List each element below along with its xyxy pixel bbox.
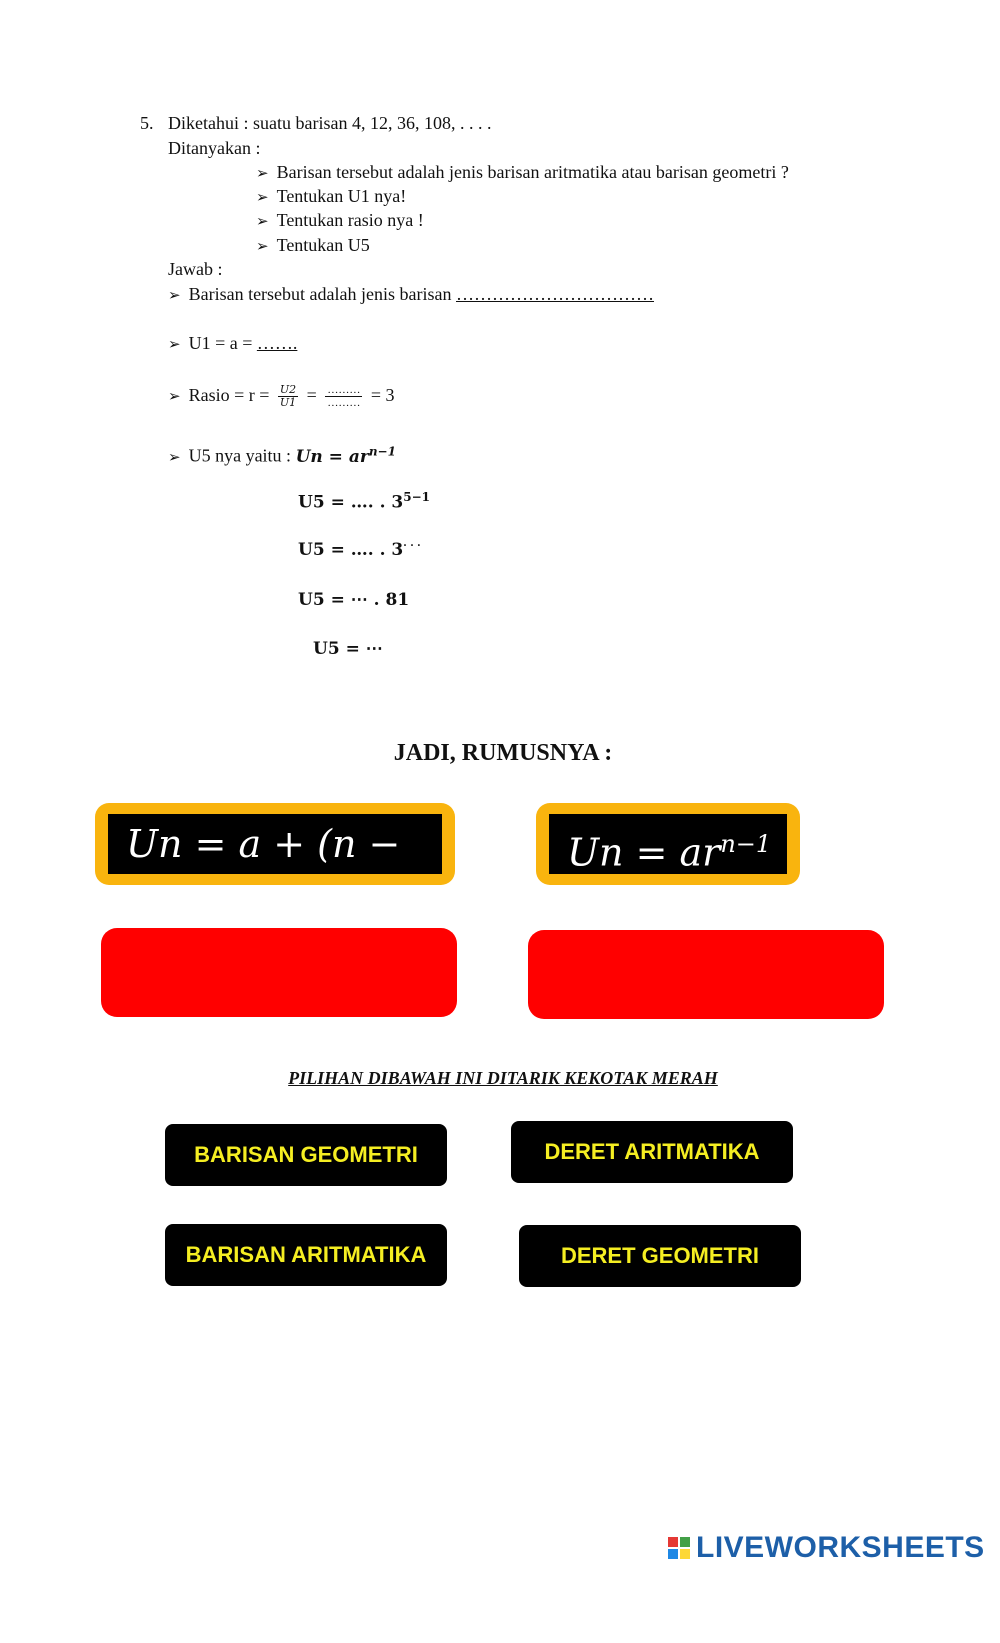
u5-step-3: U5 = ⋯ . 81 (298, 590, 410, 610)
liveworksheets-logo-icon (668, 1537, 690, 1559)
answer-type-blank[interactable]: …………………………… (456, 284, 654, 304)
answer-ratio-line: ➢ Rasio = r = $\frac{U2}{U1}$ = $\frac{\dots\dots\dots}{\dots\dots\dots}$ = 3 (168, 383, 395, 410)
formula-geometric: $Un = ar^{n-1}$ (549, 814, 787, 874)
answer-type-line: ➢ Barisan tersebut adalah jenis barisan …………………………… (168, 284, 654, 304)
asked-item-2: ➢ Tentukan U1 nya! (256, 186, 407, 206)
answer-u5-line: ➢ U5 nya yaitu : $Un = ar^{n-1}$ (168, 444, 396, 467)
arrow-bullet-icon: ➢ (256, 188, 269, 206)
formula-arithmetic: Un = a + (n − 1)b (108, 814, 442, 874)
formula-card-arithmetic (95, 803, 455, 926)
arrow-bullet-icon: ➢ (168, 335, 181, 353)
question-asked-label: Ditanyakan : (168, 138, 261, 158)
instruction-text: PILIHAN DIBAWAH INI DITARIK KEKOTAK MERAH (288, 1068, 718, 1088)
liveworksheets-logo (668, 1528, 985, 1568)
conclusion-title: JADI, RUMUSNYA : (393, 740, 613, 766)
question-given: Diketahui : suatu barisan 4, 12, 36, 108, . . . . (168, 113, 492, 133)
u5-step-2: U5 = …. . 3· · · (298, 540, 421, 560)
u5-step-4: U5 = ⋯ (313, 639, 383, 659)
arrow-bullet-icon: ➢ (256, 164, 269, 182)
formula-card-geometric (536, 803, 800, 885)
drop-zone-geometric[interactable] (528, 930, 884, 1019)
asked-item-4: ➢ Tentukan U5 (256, 235, 370, 255)
u5-formula: $Un = ar^{n-1}$ (295, 444, 396, 467)
u5-step-1: U5 = …. . $3^{5-1}$ (298, 490, 431, 513)
choice-deret-geometri[interactable]: DERET GEOMETRI (519, 1225, 801, 1287)
ratio-blank-fraction[interactable]: $\frac{\dots\dots\dots}{\dots\dots\dots}$ (327, 384, 361, 410)
answer-label: Jawab : (168, 259, 223, 279)
liveworksheets-logo-text: LIVEWORKSHEETS (696, 1531, 985, 1564)
answer-u1-line: ➢ U1 = a = ……. (168, 333, 298, 353)
arrow-bullet-icon: ➢ (168, 286, 181, 304)
arrow-bullet-icon: ➢ (256, 212, 269, 230)
answer-u1-blank[interactable]: ……. (256, 333, 298, 353)
asked-item-3: ➢ Tentukan rasio nya ! (256, 210, 424, 230)
arrow-bullet-icon: ➢ (168, 387, 181, 405)
ratio-fraction: $\frac{U2}{U1}$ (279, 383, 297, 410)
drop-zone-arithmetic[interactable] (101, 928, 457, 1017)
arrow-bullet-icon: ➢ (256, 237, 269, 255)
asked-item-1: ➢ Barisan tersebut adalah jenis barisan aritmatika atau barisan geometri ? (256, 162, 789, 182)
arrow-bullet-icon: ➢ (168, 447, 181, 466)
choice-barisan-geometri[interactable]: BARISAN GEOMETRI (165, 1124, 447, 1186)
choice-deret-aritmatika[interactable]: DERET ARITMATIKA (511, 1121, 793, 1183)
question-number: 5. (140, 113, 154, 133)
choice-barisan-aritmatika[interactable]: BARISAN ARITMATIKA (165, 1224, 447, 1286)
